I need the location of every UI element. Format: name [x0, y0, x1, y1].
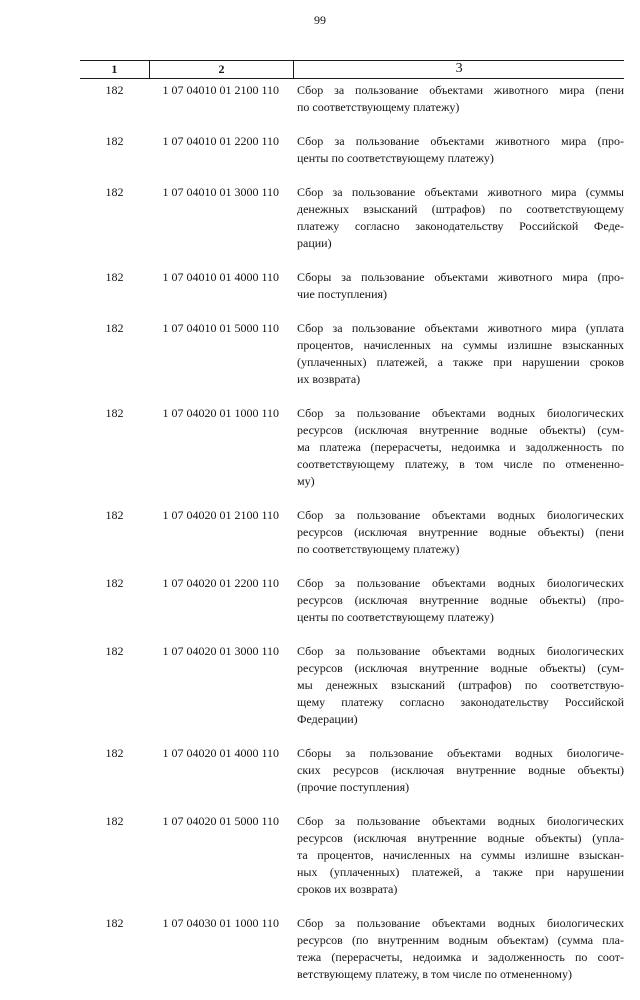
description-line: ресурсов (исключая внутренние водные объекты) (сум-: [297, 661, 624, 675]
table-row: [80, 507, 624, 558]
income-description: [293, 813, 624, 898]
agency-code: 182: [105, 644, 124, 658]
description-line: центы по соответствующему платежу): [297, 151, 494, 165]
table-row: [80, 269, 624, 303]
budget-classification-code: 1 07 04010 01 2100 110: [162, 83, 279, 97]
description-line: Сбор за пользование объектами водных биологических: [297, 644, 624, 658]
income-description: [293, 269, 624, 303]
header-col-2: 2: [149, 61, 293, 78]
header-col-3: 3: [293, 61, 624, 78]
budget-classification-code: 1 07 04010 01 5000 110: [162, 321, 279, 335]
table-row: [80, 745, 624, 796]
description-line: Сбор за пользование объектами водных биологических: [297, 406, 624, 420]
description-line: ресурсов (исключая внутренние водные объекты) (сум-: [297, 423, 624, 437]
description-line: (прочие поступления): [297, 780, 410, 794]
table-row: [80, 82, 624, 116]
table-header: [80, 60, 624, 79]
agency-code: 182: [105, 83, 124, 97]
budget-classification-code: 1 07 04020 01 2100 110: [162, 508, 279, 522]
description-line: ресурсов (по внутренним водным объектам) (сумма пла-: [297, 933, 624, 947]
budget-classification-code: 1 07 04020 01 5000 110: [162, 814, 279, 828]
agency-code: 182: [105, 270, 124, 284]
description-line: их возврата): [297, 372, 361, 386]
description-line: по соответствующему платежу): [297, 100, 460, 114]
description-line: (уплаченных) платежей, а также при нарушении сроков: [297, 355, 624, 369]
description-line: Сбор за пользование объектами водных биологических: [297, 576, 624, 590]
income-description: [293, 184, 624, 252]
description-line: денежных взысканий (штрафов) по соответствующему: [297, 202, 624, 216]
description-line: Сборы за пользование объектами животного мира (про-: [297, 270, 624, 284]
budget-classification-code: 1 07 04020 01 3000 110: [162, 644, 279, 658]
agency-code: 182: [105, 916, 124, 930]
description-line: Сбор за пользование объектами животного мира (суммы: [297, 185, 624, 199]
table-row: [80, 133, 624, 167]
income-description: [293, 507, 624, 558]
income-description: [293, 575, 624, 626]
budget-classification-code: 1 07 04010 01 2200 110: [162, 134, 279, 148]
description-line: ных (уплаченных) платежей, а также при нарушении: [297, 865, 624, 879]
description-line: центы по соответствующему платежу): [297, 610, 494, 624]
agency-code: 182: [105, 576, 124, 590]
description-line: му): [297, 474, 315, 488]
description-line: ветствующему платежу, в том числе по отмененному): [297, 967, 572, 981]
table-row: [80, 813, 624, 898]
agency-code: 182: [105, 406, 124, 420]
table-row: [80, 915, 624, 983]
description-line: сроков их возврата): [297, 882, 398, 896]
agency-code: 182: [105, 814, 124, 828]
agency-code: 182: [105, 746, 124, 760]
description-line: Сбор за пользование объектами животного мира (уплата: [297, 321, 624, 335]
income-description: [293, 82, 624, 116]
description-line: соответствующему платежу, в том числе по отмененно-: [297, 457, 624, 471]
description-line: чие поступления): [297, 287, 388, 301]
description-line: ресурсов (исключая внутренние водные объекты) (про-: [297, 593, 624, 607]
table-row: [80, 405, 624, 490]
description-line: ресурсов (исключая внутренние водные объекты) (упла-: [297, 831, 624, 845]
description-line: Сбор за пользование объектами водных биологических: [297, 916, 624, 930]
income-description: [293, 405, 624, 490]
agency-code: 182: [105, 134, 124, 148]
table-row: [80, 643, 624, 728]
budget-classification-code: 1 07 04020 01 2200 110: [162, 576, 279, 590]
description-line: процентов, начисленных на суммы излишне взысканных: [297, 338, 624, 352]
description-line: ма платежа (перерасчеты, недоимка и задолженность по: [297, 440, 624, 454]
description-line: Сборы за пользование объектами водных биологиче-: [297, 746, 624, 760]
description-line: мы денежных взысканий (штрафов) по соответствую-: [297, 678, 624, 692]
description-line: ресурсов (исключая внутренние водные объекты) (пени: [297, 525, 624, 539]
income-description: [293, 915, 624, 983]
description-line: щему платежу согласно законодательству Российской: [297, 695, 624, 709]
description-line: Сбор за пользование объектами водных биологических: [297, 814, 624, 828]
description-line: по соответствующему платежу): [297, 542, 460, 556]
table-row: [80, 184, 624, 252]
description-line: Сбор за пользование объектами животного мира (пени: [297, 83, 624, 97]
income-description: [293, 643, 624, 728]
agency-code: 182: [105, 508, 124, 522]
table-body: [80, 82, 624, 983]
description-line: Сбор за пользование объектами животного мира (про-: [297, 134, 624, 148]
income-description: [293, 745, 624, 796]
budget-classification-code: 1 07 04010 01 3000 110: [162, 185, 279, 199]
description-line: рации): [297, 236, 332, 250]
description-line: Федерации): [297, 712, 358, 726]
table-row: [80, 575, 624, 626]
description-line: та процентов, начисленных на суммы излишне взыскан-: [297, 848, 624, 862]
agency-code: 182: [105, 321, 124, 335]
description-line: тежа (перерасчеты, недоимка и задолженность по соот-: [297, 950, 624, 964]
budget-classification-code: 1 07 04010 01 4000 110: [162, 270, 279, 284]
budget-classification-code: 1 07 04020 01 4000 110: [162, 746, 279, 760]
budget-classification-code: 1 07 04020 01 1000 110: [162, 406, 279, 420]
income-description: [293, 133, 624, 167]
description-line: платежу согласно законодательству Российской Феде-: [297, 219, 624, 233]
income-description: [293, 320, 624, 388]
description-line: ских ресурсов (исключая внутренние водные объекты): [297, 763, 624, 777]
budget-classification-code: 1 07 04030 01 1000 110: [162, 916, 279, 930]
agency-code: 182: [105, 185, 124, 199]
page-number: 99: [314, 13, 326, 27]
header-col-1: 1: [111, 62, 118, 76]
classification-table: [80, 60, 624, 1000]
description-line: Сбор за пользование объектами водных биологических: [297, 508, 624, 522]
table-row: [80, 320, 624, 388]
